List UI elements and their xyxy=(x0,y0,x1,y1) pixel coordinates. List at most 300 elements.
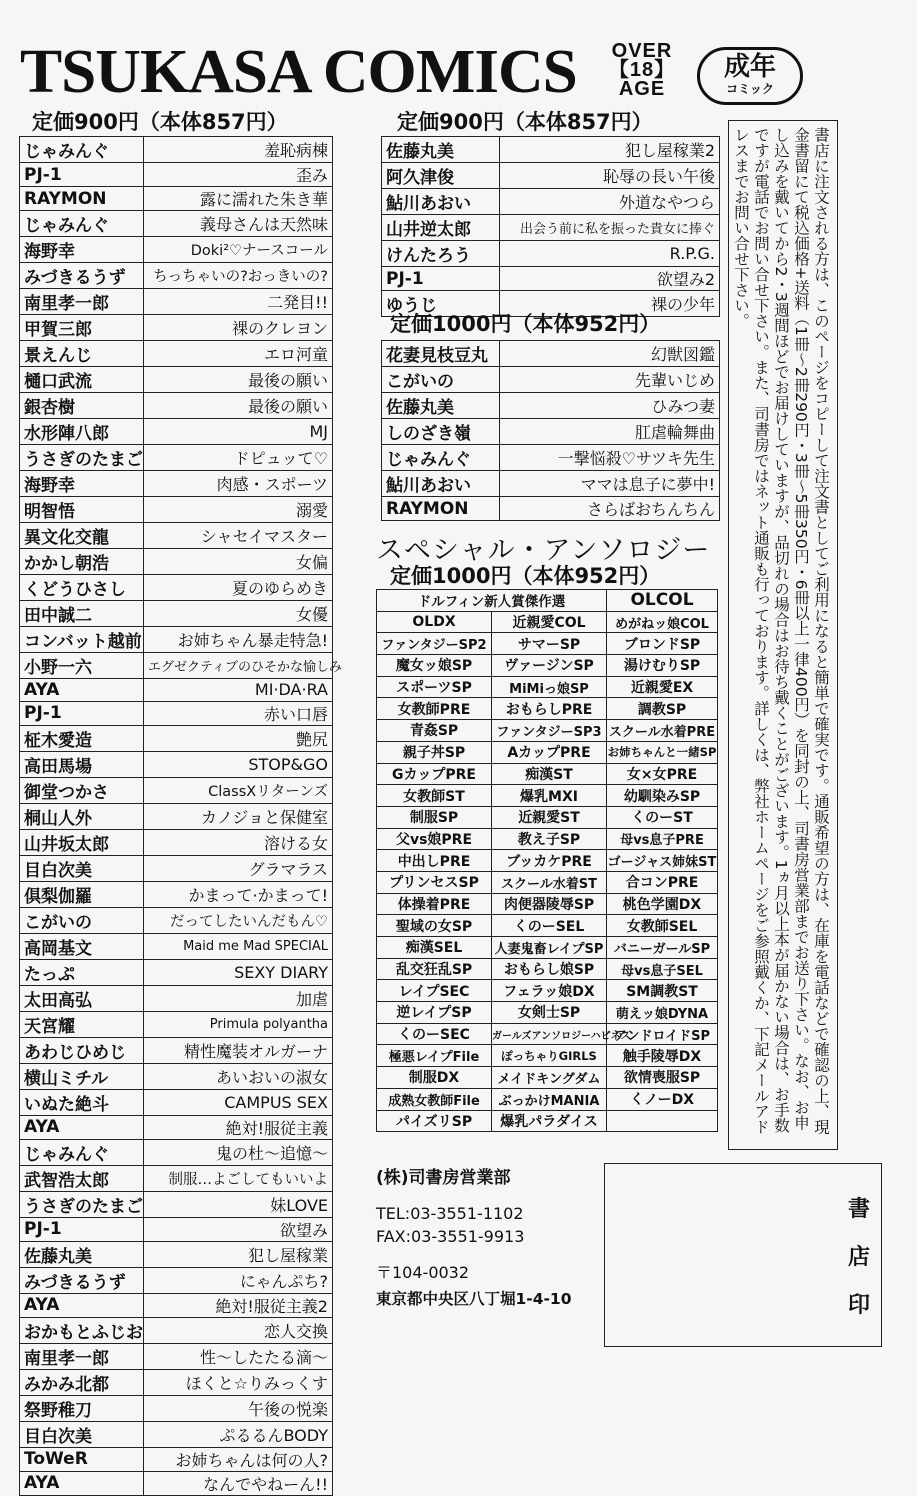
anthology-cell: 桃色学園DX xyxy=(607,893,718,915)
dolphin-award-header: ドルフィン新人賞傑作選 xyxy=(377,590,607,612)
anthology-cell: 体操着PRE xyxy=(377,893,492,915)
title-row xyxy=(20,263,333,289)
anthology-cell: 制服DX xyxy=(377,1067,492,1089)
author-cell: 太田高弘 xyxy=(20,985,144,1011)
book-title-cell: MI·DA·RA xyxy=(144,679,333,702)
book-title-cell: 加虐 xyxy=(144,985,333,1011)
anthology-cell: バニーガールSP xyxy=(607,937,718,959)
author-cell: しのざき嶺 xyxy=(382,419,500,445)
author-cell: 御堂つかさ xyxy=(20,777,144,803)
title-row xyxy=(20,627,333,653)
anthology-cell: 調教SP xyxy=(607,698,718,720)
title-row xyxy=(20,1217,333,1241)
author-cell: みづきるうず xyxy=(20,263,144,289)
title-row xyxy=(382,497,720,521)
author-cell: AYA xyxy=(20,1471,144,1495)
book-title-cell: 肉感・スポーツ xyxy=(144,471,333,497)
author-cell: PJ-1 xyxy=(20,701,144,725)
anthology-cell: くノーDX xyxy=(607,1088,718,1110)
author-cell: RAYMON xyxy=(382,497,500,521)
comic-label: コミック xyxy=(726,82,774,96)
book-title-cell: 羞恥病棟 xyxy=(144,137,333,163)
olcol-header: OLCOL xyxy=(607,590,718,612)
anthology-cell: 魔女ッ娘SP xyxy=(377,655,492,677)
book-title-cell: 女優 xyxy=(144,601,333,627)
age-over: OVER xyxy=(611,40,673,62)
title-row xyxy=(20,829,333,855)
book-title-cell: 義母さんは天然味 xyxy=(144,211,333,237)
book-title-cell: 絶対!服従主義 xyxy=(144,1115,333,1139)
author-cell: 銀杏樹 xyxy=(20,393,144,419)
anthology-cell: くのーSEC xyxy=(377,1023,492,1045)
book-title-cell: 妹LOVE xyxy=(144,1191,333,1217)
author-cell: じゃみんぐ xyxy=(20,1139,144,1165)
col1-title-list xyxy=(19,136,342,1496)
age-18: 【18】 xyxy=(608,59,676,81)
author-cell: 南里孝一郎 xyxy=(20,1343,144,1369)
anthology-cell: GカップPRE xyxy=(377,763,492,785)
book-title-cell: CAMPUS SEX xyxy=(144,1089,333,1115)
book-title-cell: ママは息子に夢中! xyxy=(500,471,720,497)
title-row xyxy=(20,315,333,341)
book-title-cell: 艶尻 xyxy=(144,725,333,751)
book-title-cell: STOP&GO xyxy=(144,751,333,777)
title-row xyxy=(20,1191,333,1217)
anthology-price: 定価1000円（本体952円） xyxy=(390,564,661,588)
anthology-cell: AカップPRE xyxy=(492,741,607,763)
book-title-cell: 精性魔装オルガーナ xyxy=(144,1037,333,1063)
author-cell: PJ-1 xyxy=(20,1217,144,1241)
anthology-cell: ファンタジーSP3 xyxy=(492,720,607,742)
title-row xyxy=(20,187,333,211)
book-title-cell: 恥辱の長い午後 xyxy=(500,163,720,189)
anthology-cell: 湯けむりSP xyxy=(607,655,718,677)
anthology-cell: 痴漢SEL xyxy=(377,937,492,959)
author-cell: AYA xyxy=(20,1293,144,1317)
book-title-cell: Primula polyantha xyxy=(144,1011,333,1037)
book-title-cell: 外道なやつら xyxy=(500,189,720,215)
title-row xyxy=(382,137,720,163)
title-row xyxy=(382,419,720,445)
anthology-cell: スポーツSP xyxy=(377,676,492,698)
author-cell: RAYMON xyxy=(20,187,144,211)
book-title-cell: 先輩いじめ xyxy=(500,367,720,393)
author-cell: 桐山人外 xyxy=(20,803,144,829)
seinen-label: 成年 xyxy=(723,52,776,82)
title-row xyxy=(20,575,333,601)
title-row xyxy=(20,1369,333,1395)
age-age: AGE xyxy=(618,78,666,100)
fax: FAX:03-3551-9913 xyxy=(376,1227,525,1246)
title-row xyxy=(20,1089,333,1115)
author-cell: 鮎川あおい xyxy=(382,471,500,497)
author-cell: 目白次美 xyxy=(20,1421,144,1447)
col1-price: 定価900円（本体857円） xyxy=(32,110,288,134)
anthology-grid xyxy=(376,589,718,1132)
col2a-title-list xyxy=(381,136,720,317)
author-cell: PJ-1 xyxy=(20,163,144,187)
author-cell: みづきるうず xyxy=(20,1267,144,1293)
author-cell: くどうひさし xyxy=(20,575,144,601)
anthology-cell: 触手陵辱DX xyxy=(607,1045,718,1067)
anthology-cell: ヴァージンSP xyxy=(492,655,607,677)
anthology-cell: 極悪レイプFile xyxy=(377,1045,492,1067)
title-row xyxy=(20,419,333,445)
title-row xyxy=(20,601,333,627)
anthology-cell: 親子丼SP xyxy=(377,741,492,763)
author-cell: おかもとふじお xyxy=(20,1317,144,1343)
title-row xyxy=(20,1063,333,1089)
title-row xyxy=(20,1317,333,1343)
anthology-cell: 合コンPRE xyxy=(607,871,718,893)
book-title-cell: 欲望み xyxy=(144,1217,333,1241)
title-row xyxy=(20,163,333,187)
book-title-cell: R.P.G. xyxy=(500,241,720,267)
book-title-cell: なんでやねーん!! xyxy=(144,1471,333,1495)
book-title-cell: 露に濡れた朱き華 xyxy=(144,187,333,211)
author-cell: 樋口武流 xyxy=(20,367,144,393)
anthology-cell: 近親愛EX xyxy=(607,676,718,698)
title-row xyxy=(20,1471,333,1495)
anthology-row xyxy=(377,785,718,807)
anthology-cell: お姉ちゃんと一緒SP xyxy=(607,741,718,763)
title-row xyxy=(382,393,720,419)
author-cell: PJ-1 xyxy=(382,267,500,291)
anthology-cell: 女教師ST xyxy=(377,785,492,807)
tel: TEL:03-3551-1102 xyxy=(376,1204,524,1223)
author-cell: みかみ北都 xyxy=(20,1369,144,1395)
book-title-cell: Doki²♡ナースコール xyxy=(144,237,333,263)
title-row xyxy=(20,1395,333,1421)
author-cell: こがいの xyxy=(382,367,500,393)
title-row xyxy=(20,959,333,985)
address: 東京都中央区八丁堀1-4-10 xyxy=(376,1290,572,1308)
anthology-row xyxy=(377,980,718,1002)
book-title-cell: 鬼の杜〜追憶〜 xyxy=(144,1139,333,1165)
anthology-cell: ブッカケPRE xyxy=(492,850,607,872)
anthology-cell: 聖域の女SP xyxy=(377,915,492,937)
anthology-cell: 母vs息子PRE xyxy=(607,828,718,850)
book-title-cell: 出会う前に私を振った貴女に捧ぐ xyxy=(500,215,720,241)
title-row xyxy=(20,1241,333,1267)
anthology-cell: OLDX xyxy=(377,611,492,633)
author-cell: 横山ミチル xyxy=(20,1063,144,1089)
title-row xyxy=(382,341,720,367)
title-row xyxy=(20,1115,333,1139)
author-cell: 水形陣八郎 xyxy=(20,419,144,445)
anthology-row xyxy=(377,806,718,828)
author-cell: 祭野稚刀 xyxy=(20,1395,144,1421)
anthology-cell: くのーSEL xyxy=(492,915,607,937)
title-row xyxy=(20,725,333,751)
anthology-cell xyxy=(607,1110,718,1132)
anthology-row xyxy=(377,1023,718,1045)
title-row xyxy=(20,1011,333,1037)
author-cell: AYA xyxy=(20,679,144,702)
anthology-cell: 中出しPRE xyxy=(377,850,492,872)
author-cell: 高岡基文 xyxy=(20,933,144,959)
anthology-row xyxy=(377,1067,718,1089)
author-cell: 佐藤丸美 xyxy=(382,137,500,163)
anthology-cell: 人妻鬼畜レイプSP xyxy=(492,937,607,959)
title-row xyxy=(382,367,720,393)
anthology-cell: 女剣士SP xyxy=(492,1002,607,1024)
anthology-cell: 逆レイプSP xyxy=(377,1002,492,1024)
over-18-badge xyxy=(600,42,684,99)
anthology-row xyxy=(377,720,718,742)
book-title-cell: カノジョと保健室 xyxy=(144,803,333,829)
anthology-row xyxy=(377,763,718,785)
author-cell: 倶梨伽羅 xyxy=(20,881,144,907)
book-title-cell: 恋人交換 xyxy=(144,1317,333,1343)
book-title-cell: あいおいの淑女 xyxy=(144,1063,333,1089)
book-title-cell: 欲望み2 xyxy=(500,267,720,291)
book-title-cell: 幻獣図鑑 xyxy=(500,341,720,367)
anthology-row xyxy=(377,698,718,720)
author-cell: じゃみんぐ xyxy=(382,445,500,471)
anthology-cell: ブロンドSP xyxy=(607,633,718,655)
anthology-cell: SM調教ST xyxy=(607,980,718,1002)
author-cell: 佐藤丸美 xyxy=(20,1241,144,1267)
title-row xyxy=(382,267,720,291)
anthology-cell: 欲情喪服SP xyxy=(607,1067,718,1089)
anthology-row xyxy=(377,1002,718,1024)
author-cell: あわじひめじ xyxy=(20,1037,144,1063)
author-cell: 高田馬場 xyxy=(20,751,144,777)
anthology-cell: 痴漢ST xyxy=(492,763,607,785)
anthology-cell: パイズリSP xyxy=(377,1110,492,1132)
author-cell: 柾木愛造 xyxy=(20,725,144,751)
author-cell: 武智浩太郎 xyxy=(20,1165,144,1191)
title-row xyxy=(20,751,333,777)
book-title-cell: Maid me Mad SPECIAL xyxy=(144,933,333,959)
book-title-cell: 歪み xyxy=(144,163,333,187)
title-row xyxy=(20,701,333,725)
author-cell: 明智悟 xyxy=(20,497,144,523)
author-cell: じゃみんぐ xyxy=(20,137,144,163)
title-row xyxy=(382,471,720,497)
title-row xyxy=(20,1139,333,1165)
author-cell: 佐藤丸美 xyxy=(382,393,500,419)
title-row xyxy=(20,1343,333,1369)
anthology-cell: サマーSP xyxy=(492,633,607,655)
title-row xyxy=(20,471,333,497)
anthology-cell: 母vs息子SEL xyxy=(607,958,718,980)
title-row xyxy=(20,1165,333,1191)
anthology-row xyxy=(377,1088,718,1110)
anthology-cell: 女教師SEL xyxy=(607,915,718,937)
book-title-cell: ほくと☆りみっくす xyxy=(144,1369,333,1395)
anthology-cell: 父vs娘PRE xyxy=(377,828,492,850)
book-title-cell: SEXY DIARY xyxy=(144,959,333,985)
book-title-cell: シャセイマスター xyxy=(144,523,333,549)
anthology-cell: 肉便器陵辱SP xyxy=(492,893,607,915)
book-title-cell: 犯し屋稼業2 xyxy=(500,137,720,163)
title-row xyxy=(20,777,333,803)
author-cell: 甲賀三郎 xyxy=(20,315,144,341)
book-title-cell: ひみつ妻 xyxy=(500,393,720,419)
col2b-price: 定価1000円（本体952円） xyxy=(390,312,661,336)
book-title-cell: 肛虐輪舞曲 xyxy=(500,419,720,445)
author-cell: かかし朝浩 xyxy=(20,549,144,575)
title-row xyxy=(20,497,333,523)
adult-comic-badge xyxy=(697,47,803,105)
title-row xyxy=(382,445,720,471)
author-cell: 天宮耀 xyxy=(20,1011,144,1037)
anthology-cell: アンドロイドSP xyxy=(607,1023,718,1045)
title-row xyxy=(20,549,333,575)
author-cell: じゃみんぐ xyxy=(20,211,144,237)
book-title-cell: ぷるるんBODY xyxy=(144,1421,333,1447)
book-title-cell: 一撃悩殺♡サツキ先生 xyxy=(500,445,720,471)
col2a-price: 定価900円（本体857円） xyxy=(397,110,653,134)
anthology-row xyxy=(377,741,718,763)
title-row xyxy=(20,881,333,907)
book-title-cell: 絶対!服従主義2 xyxy=(144,1293,333,1317)
anthology-cell: 制服SP xyxy=(377,806,492,828)
anthology-cell: 近親愛ST xyxy=(492,806,607,828)
author-cell: 阿久津俊 xyxy=(382,163,500,189)
anthology-cell: おもらし娘SP xyxy=(492,958,607,980)
title-row xyxy=(20,855,333,881)
book-title-cell: 裸のクレヨン xyxy=(144,315,333,341)
anthology-cell: MiMiっ娘SP xyxy=(492,676,607,698)
anthology-row xyxy=(377,937,718,959)
author-cell: 海野幸 xyxy=(20,237,144,263)
author-cell: ToWeR xyxy=(20,1447,144,1471)
anthology-title: スペシャル・アンソロジー xyxy=(376,535,711,566)
anthology-cell: 教え子SP xyxy=(492,828,607,850)
bookstore-stamp-box xyxy=(604,1163,882,1347)
title-row xyxy=(20,367,333,393)
title-row xyxy=(20,445,333,471)
anthology-cell: ぽっちゃりGIRLS xyxy=(492,1045,607,1067)
author-cell: うさぎのたまご xyxy=(20,445,144,471)
book-title-cell: 二発目!! xyxy=(144,289,333,315)
anthology-row xyxy=(377,893,718,915)
anthology-cell: メイドキングダム xyxy=(492,1067,607,1089)
title-row xyxy=(20,653,333,679)
title-row xyxy=(20,1267,333,1293)
book-title-cell: だってしたいんだもん♡ xyxy=(144,907,333,933)
anthology-row xyxy=(377,655,718,677)
anthology-cell: 幼馴染みSP xyxy=(607,785,718,807)
author-cell: 山井坂太郎 xyxy=(20,829,144,855)
author-cell: たっぷ xyxy=(20,959,144,985)
author-cell: 異文化交龍 xyxy=(20,523,144,549)
author-cell: 目白次美 xyxy=(20,855,144,881)
book-title-cell: にゃんぷち? xyxy=(144,1267,333,1293)
anthology-cell: レイプSEC xyxy=(377,980,492,1002)
book-title-cell: ちっちゃいの?おっきいの? xyxy=(144,263,333,289)
author-cell: 海野幸 xyxy=(20,471,144,497)
title-row xyxy=(20,1421,333,1447)
author-cell: 鮎川あおい xyxy=(382,189,500,215)
title-row xyxy=(20,933,333,959)
book-title-cell: 女偏 xyxy=(144,549,333,575)
book-title-cell: かまって·かまって! xyxy=(144,881,333,907)
title-row xyxy=(382,189,720,215)
title-row xyxy=(20,211,333,237)
book-title-cell: 夏のゆらめき xyxy=(144,575,333,601)
order-notice: 書店に注文される方は、このページをコピーして注文書としてご利用になると簡単で確実です。通販希望の方は、在庫を電話などで確認の上、現金書留にて税込価格+送料（1冊〜2冊290円・3冊〜5冊350円・6冊以上一律400円）を同封の上、司書房営業部までお送り下さい。なお、お申し込みを戴いてから2・3週間ほどでお届けしていますが、品切れの場合はお待ち戴くことがございます。1ヵ月以上本が届かない場合は、お手数ですが電話でお問い合せ下さい。また、司書房ではネット通販も行っております。詳しくは、弊社ホームページをご参照戴くか、下記メールアドレスまでお問い合せ下さい。 xyxy=(728,120,838,1150)
book-title-cell: エグゼクティブのひそかな愉しみ xyxy=(144,653,333,679)
author-cell: コンバット越前 xyxy=(20,627,144,653)
book-title-cell: ClassXリターンズ xyxy=(144,777,333,803)
anthology-row xyxy=(377,1110,718,1132)
author-cell: いぬた絶斗 xyxy=(20,1089,144,1115)
anthology-cell: 爆乳MXI xyxy=(492,785,607,807)
author-cell: うさぎのたまご xyxy=(20,1191,144,1217)
anthology-row xyxy=(377,871,718,893)
book-title-cell: お姉ちゃんは何の人? xyxy=(144,1447,333,1471)
book-title-cell: 裸の少年 xyxy=(500,291,720,317)
company-name: (株)司書房営業部 xyxy=(376,1168,511,1188)
anthology-cell: スクール水着ST xyxy=(492,871,607,893)
anthology-cell: フェラッ娘DX xyxy=(492,980,607,1002)
book-title-cell: MJ xyxy=(144,419,333,445)
anthology-cell: ゴージャス姉妹ST xyxy=(607,850,718,872)
title-row xyxy=(382,163,720,189)
postal-code: 〒104-0032 xyxy=(376,1263,470,1282)
anthology-cell: 青姦SP xyxy=(377,720,492,742)
title-row xyxy=(20,1447,333,1471)
anthology-cell: スクール水着PRE xyxy=(607,720,718,742)
anthology-cell: ガールズアンソロジーハピネス xyxy=(492,1023,607,1045)
title-row xyxy=(382,215,720,241)
anthology-cell: ぶっかけMANIA xyxy=(492,1088,607,1110)
anthology-row xyxy=(377,676,718,698)
title-row xyxy=(20,985,333,1011)
title-row xyxy=(20,1293,333,1317)
author-cell: 花妻見枝豆丸 xyxy=(382,341,500,367)
author-cell: けんたろう xyxy=(382,241,500,267)
anthology-cell: 近親愛COL xyxy=(492,611,607,633)
book-title-cell: 最後の願い xyxy=(144,367,333,393)
bookstore-stamp-label: 書店印 xyxy=(847,1197,870,1318)
title-row xyxy=(20,393,333,419)
anthology-cell: 爆乳パラダイス xyxy=(492,1110,607,1132)
anthology-cell: 乱交狂乱SP xyxy=(377,958,492,980)
title-row xyxy=(20,341,333,367)
page-title: TSUKASA COMICS xyxy=(20,38,577,106)
book-title-cell: 溺愛 xyxy=(144,497,333,523)
book-title-cell: 制服…よごしてもいいよ xyxy=(144,1165,333,1191)
book-title-cell: ドピュッて♡ xyxy=(144,445,333,471)
contact-block xyxy=(376,1163,606,1309)
book-title-cell: 犯し屋稼業 xyxy=(144,1241,333,1267)
title-row xyxy=(382,241,720,267)
anthology-row xyxy=(377,633,718,655)
title-row xyxy=(20,679,333,702)
author-cell: こがいの xyxy=(20,907,144,933)
book-title-cell: 性〜したたる滴〜 xyxy=(144,1343,333,1369)
anthology-cell: 女×女PRE xyxy=(607,763,718,785)
anthology-cell: ファンタジーSP2 xyxy=(377,633,492,655)
anthology-row xyxy=(377,915,718,937)
title-row xyxy=(20,237,333,263)
anthology-header-row xyxy=(377,590,718,612)
anthology-cell: おもらしPRE xyxy=(492,698,607,720)
book-title-cell: 最後の願い xyxy=(144,393,333,419)
author-cell: ゆうじ xyxy=(382,291,500,317)
col2b-title-list xyxy=(381,340,720,521)
anthology-cell: 成熟女教師File xyxy=(377,1088,492,1110)
anthology-cell: めがねッ娘COL xyxy=(607,611,718,633)
author-cell: 田中誠二 xyxy=(20,601,144,627)
author-cell: 景えんじ xyxy=(20,341,144,367)
title-row xyxy=(20,803,333,829)
